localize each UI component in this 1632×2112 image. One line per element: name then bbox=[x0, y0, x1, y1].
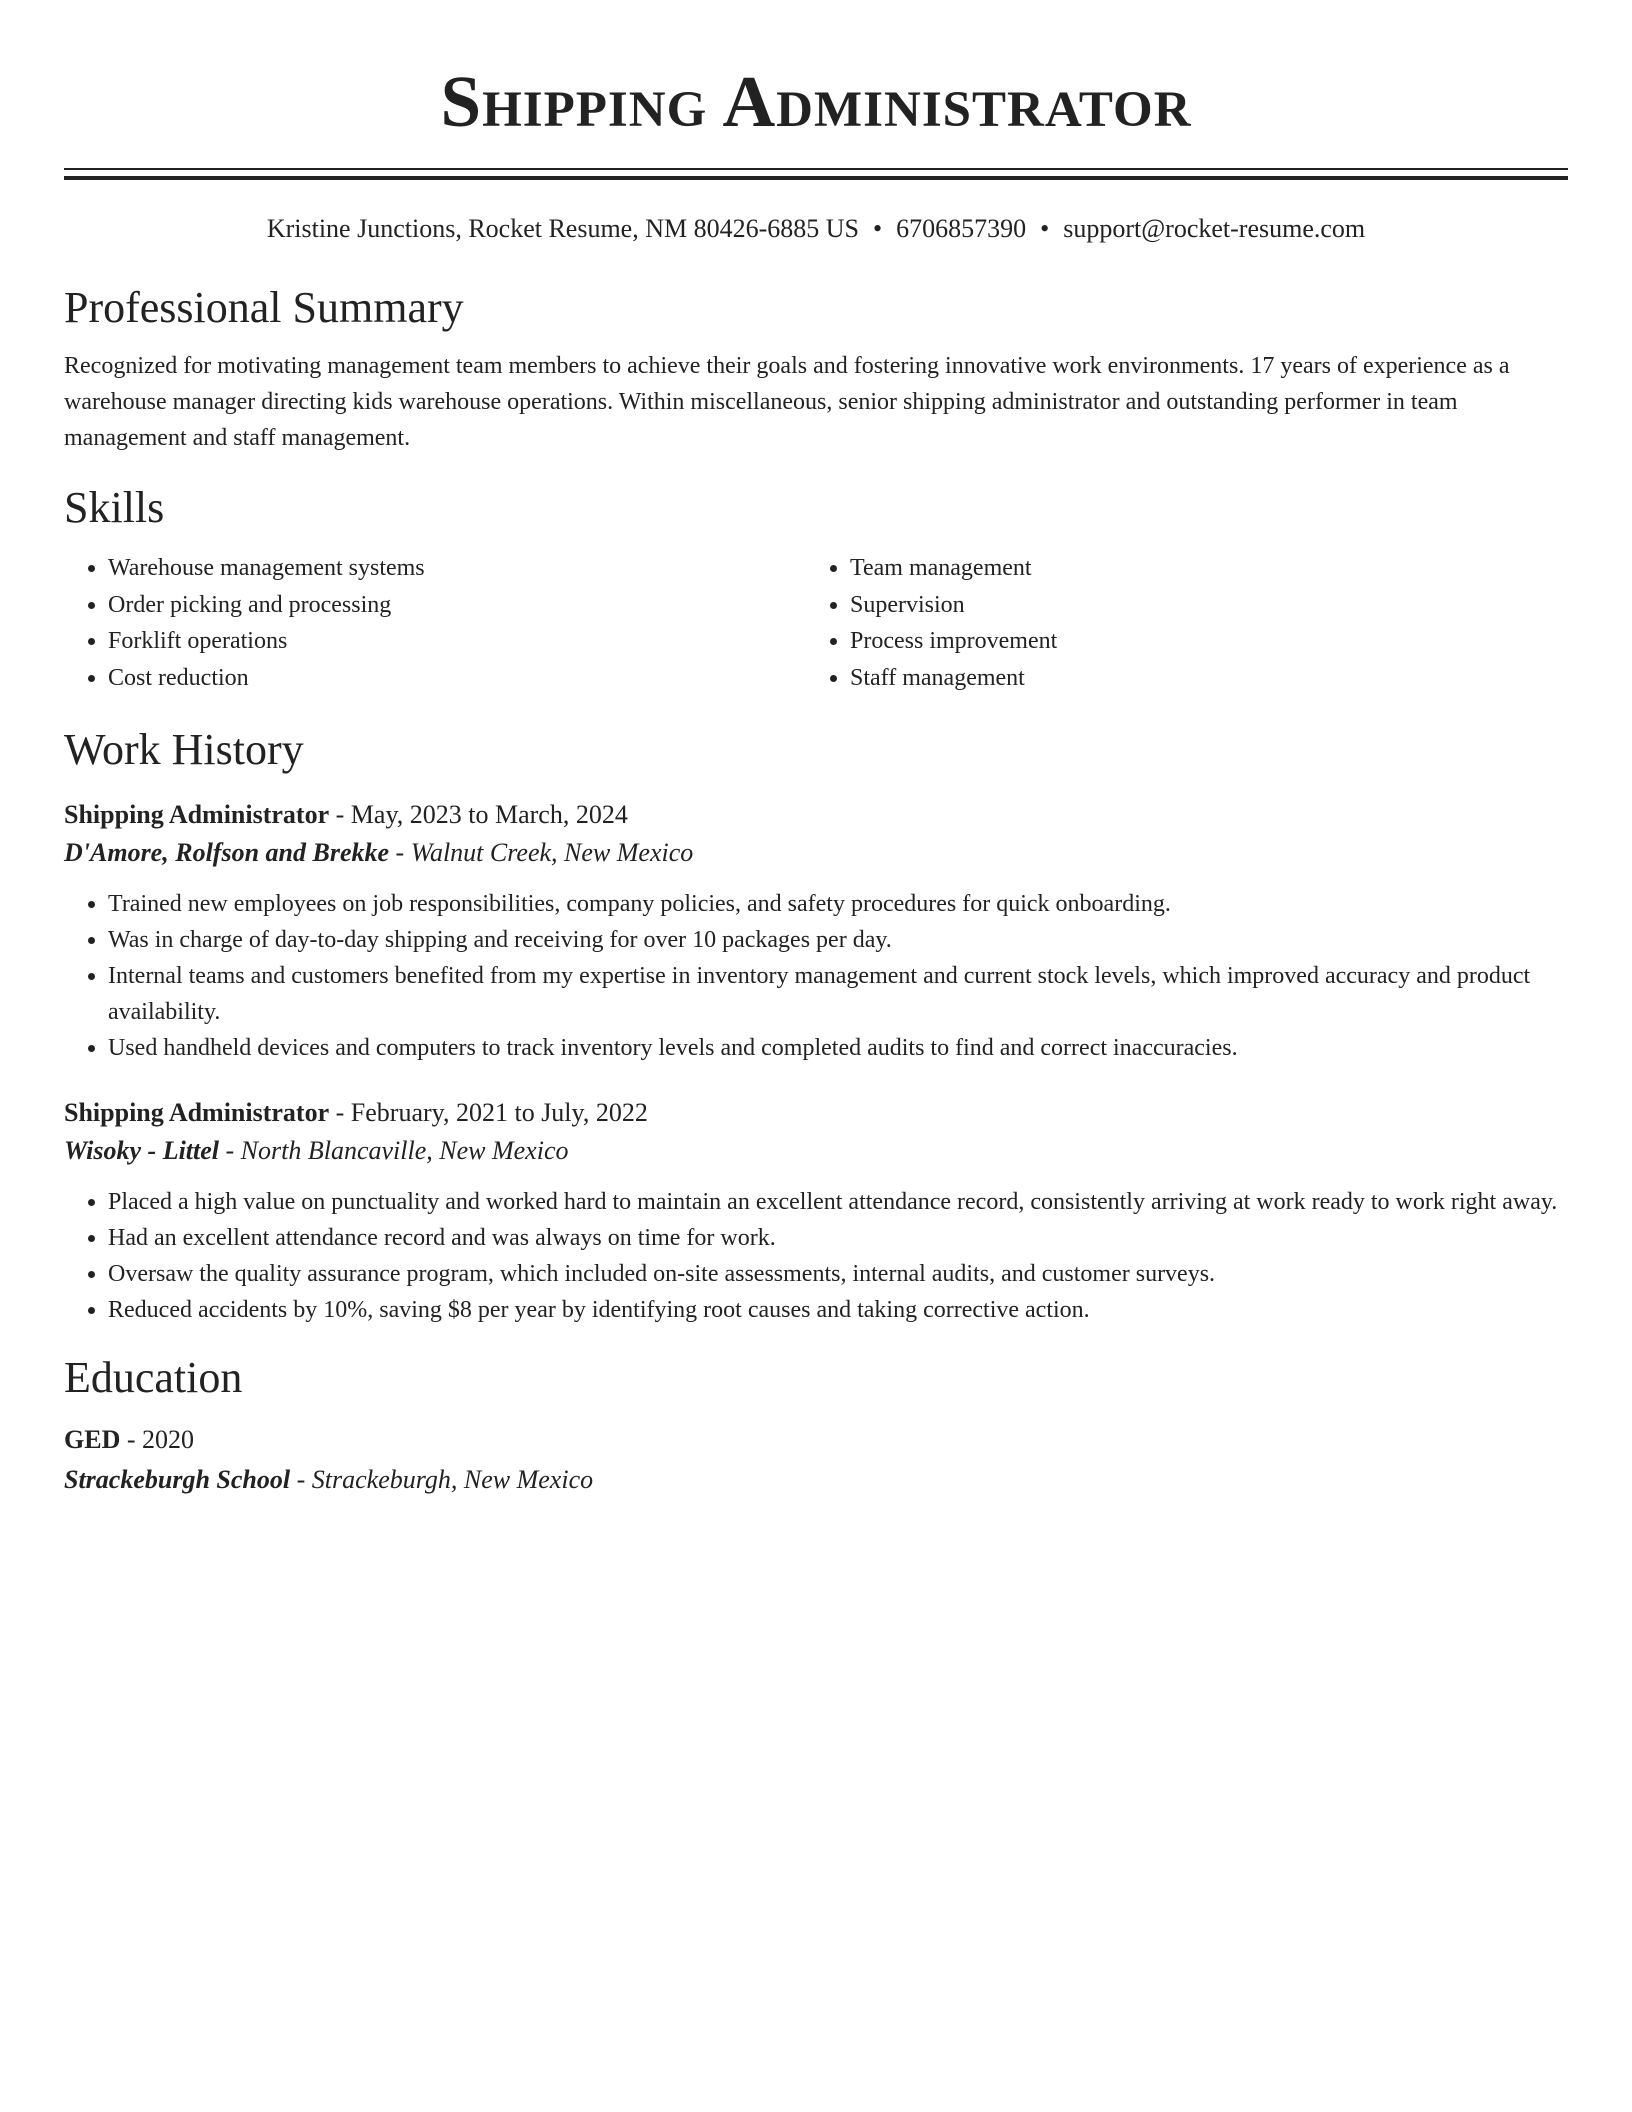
contact-email: support@rocket-resume.com bbox=[1063, 214, 1366, 243]
skill-item: • Supervision bbox=[850, 587, 1548, 624]
header-divider-thick bbox=[64, 176, 1568, 180]
skills-column-left bbox=[64, 550, 806, 696]
contact-phone: 6706857390 bbox=[896, 214, 1027, 243]
education-year: - 2020 bbox=[126, 1425, 195, 1454]
education-heading: Education bbox=[64, 1353, 243, 1402]
summary-text: Recognized for motivating management team members to achieve their goals and fostering innovative work environments. 17 years of experience as a warehouse manager directing kids warehouse operations. Within miscellaneous, senior shipping administrator and outstanding performer in team management and staff management. bbox=[64, 353, 1510, 451]
job-bullet: • Had an excellent attendance record and was always on time for work. bbox=[108, 1220, 1568, 1256]
job-company: D'Amore, Rolfson and Brekke bbox=[64, 838, 390, 867]
work-history-heading: Work History bbox=[64, 725, 304, 774]
job-title-line bbox=[64, 796, 1568, 834]
skill-item: • Team management bbox=[850, 550, 1548, 587]
job-bullet: • Reduced accidents by 10%, saving $8 per year by identifying root causes and taking corrective action. bbox=[108, 1292, 1568, 1328]
summary-heading: Professional Summary bbox=[64, 283, 464, 332]
job-location: - Walnut Creek, New Mexico bbox=[395, 838, 694, 867]
job-location: - North Blancaville, New Mexico bbox=[225, 1136, 569, 1165]
skill-item: • Staff management bbox=[850, 660, 1548, 697]
job-entry bbox=[64, 1094, 1568, 1328]
job-bullets bbox=[64, 886, 1568, 1066]
contact-separator: • bbox=[1040, 214, 1050, 243]
job-bullet: • Trained new employees on job responsibilities, company policies, and safety procedures for quick onboarding. bbox=[108, 886, 1568, 922]
education-location: - Strackeburgh, New Mexico bbox=[296, 1465, 594, 1494]
job-role: Shipping Administrator bbox=[64, 800, 330, 829]
skills-heading: Skills bbox=[64, 483, 165, 532]
job-entry bbox=[64, 796, 1568, 1066]
resume-name: Shipping Administrator bbox=[440, 61, 1192, 142]
job-bullet: • Placed a high value on punctuality and worked hard to maintain an excellent attendance record, consistently arriving at work ready to work right away. bbox=[108, 1184, 1568, 1220]
skill-item: • Warehouse management systems bbox=[108, 550, 806, 587]
job-bullet: • Was in charge of day-to-day shipping and receiving for over 10 packages per day. bbox=[108, 922, 1568, 958]
education-entry bbox=[64, 1420, 1568, 1500]
job-company-line bbox=[64, 834, 1568, 872]
skill-item: • Forklift operations bbox=[108, 623, 806, 660]
job-bullet: • Used handheld devices and computers to track inventory levels and completed audits to find and correct inaccuracies. bbox=[108, 1030, 1568, 1066]
contact-separator: • bbox=[873, 214, 883, 243]
skills-column-right bbox=[806, 550, 1548, 696]
job-bullets bbox=[64, 1184, 1568, 1328]
job-company-line bbox=[64, 1132, 1568, 1170]
education-degree-line bbox=[64, 1420, 1568, 1460]
job-dates: - February, 2021 to July, 2022 bbox=[335, 1098, 648, 1127]
job-bullet: • Oversaw the quality assurance program, which included on-site assessments, internal audits, and customer surveys. bbox=[108, 1256, 1568, 1292]
header-divider-thin bbox=[64, 168, 1568, 170]
skills-list bbox=[64, 550, 1568, 696]
job-bullet: • Internal teams and customers benefited from my expertise in inventory management and current stock levels, which improved accuracy and product availability. bbox=[108, 958, 1568, 1030]
skill-item: • Order picking and processing bbox=[108, 587, 806, 624]
skill-item: • Process improvement bbox=[850, 623, 1548, 660]
education-school-line bbox=[64, 1460, 1568, 1500]
education-school: Strackeburgh School bbox=[64, 1465, 291, 1494]
job-role: Shipping Administrator bbox=[64, 1098, 330, 1127]
job-title-line bbox=[64, 1094, 1568, 1132]
skill-item: • Cost reduction bbox=[108, 660, 806, 697]
contact-address: Kristine Junctions, Rocket Resume, NM 80426-6885 US bbox=[266, 214, 860, 243]
job-dates: - May, 2023 to March, 2024 bbox=[335, 800, 628, 829]
job-company: Wisoky - Littel bbox=[64, 1136, 220, 1165]
contact-line bbox=[64, 212, 1568, 246]
education-degree: GED bbox=[64, 1425, 121, 1454]
